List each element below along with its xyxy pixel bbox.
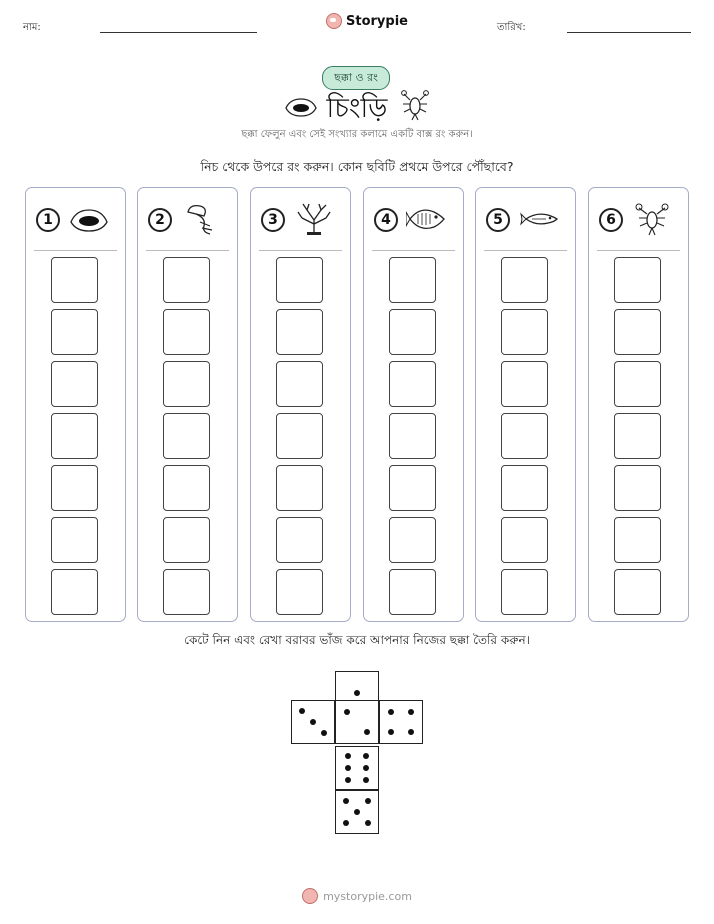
die-pip — [299, 708, 305, 714]
color-box[interactable] — [51, 465, 98, 511]
color-box[interactable] — [51, 413, 98, 459]
column-number: 3 — [261, 208, 285, 232]
color-box[interactable] — [163, 413, 210, 459]
color-box[interactable] — [501, 569, 548, 615]
die-pip — [388, 709, 394, 715]
die-pip — [310, 719, 316, 725]
cut-instruction: কেটে নিন এবং রেখা বরাবর ভাঁজ করে আপনার নিজের ছক্কা তৈরি করুন। — [184, 633, 530, 647]
color-box[interactable] — [163, 309, 210, 355]
die-face-2 — [335, 700, 379, 744]
column-divider — [34, 250, 117, 251]
color-box[interactable] — [501, 309, 548, 355]
die-pip — [365, 820, 371, 826]
color-box[interactable] — [389, 569, 436, 615]
column-number: 6 — [599, 208, 623, 232]
die-pip — [345, 753, 351, 759]
coral-icon — [293, 202, 335, 236]
footer — [0, 888, 714, 904]
crab-claw-icon — [180, 202, 222, 236]
category-badge: ছক্কা ও রং — [322, 66, 390, 90]
die-pip — [344, 709, 350, 715]
column-number: 4 — [374, 208, 398, 232]
color-box[interactable] — [276, 257, 323, 303]
color-box[interactable] — [389, 413, 436, 459]
column-divider — [597, 250, 680, 251]
die-pip — [363, 765, 369, 771]
title-lobster-icon — [400, 90, 430, 126]
die-face-5 — [335, 790, 379, 834]
column-4 — [363, 187, 464, 622]
column-1 — [25, 187, 126, 622]
column-6 — [588, 187, 689, 622]
die-pip — [408, 709, 414, 715]
color-box[interactable] — [51, 569, 98, 615]
die-pip — [364, 729, 370, 735]
die-pip — [408, 729, 414, 735]
die-face-6 — [335, 746, 379, 790]
column-2 — [137, 187, 238, 622]
fish-icon — [406, 202, 448, 236]
color-box[interactable] — [51, 517, 98, 563]
color-box[interactable] — [501, 465, 548, 511]
color-box[interactable] — [614, 257, 661, 303]
color-box[interactable] — [614, 465, 661, 511]
die-pip — [365, 798, 371, 804]
color-box[interactable] — [389, 257, 436, 303]
color-box[interactable] — [276, 569, 323, 615]
instruction: নিচ থেকে উপরে রং করুন। কোন ছবিটি প্রথমে উপরে পৌঁছাবে? — [200, 159, 514, 174]
column-divider — [146, 250, 229, 251]
die-pip — [343, 820, 349, 826]
die-pip — [354, 809, 360, 815]
name-label: নাম: — [23, 22, 41, 33]
color-box[interactable] — [389, 309, 436, 355]
color-box[interactable] — [276, 309, 323, 355]
color-box[interactable] — [389, 361, 436, 407]
date-line[interactable] — [567, 32, 691, 33]
column-number: 1 — [36, 208, 60, 232]
color-box[interactable] — [501, 517, 548, 563]
color-box[interactable] — [614, 517, 661, 563]
color-box[interactable] — [276, 361, 323, 407]
die-pip — [388, 729, 394, 735]
date-label: তারিখ: — [497, 22, 526, 33]
color-box[interactable] — [501, 257, 548, 303]
lobster-icon — [631, 202, 673, 236]
color-box[interactable] — [614, 309, 661, 355]
color-box[interactable] — [276, 413, 323, 459]
color-box[interactable] — [276, 517, 323, 563]
die-pip — [345, 777, 351, 783]
footer-mascot-icon — [302, 888, 318, 904]
subtitle: ছক্কা ফেলুন এবং সেই সংখ্যার কলামে একটি বাক্স রং করুন। — [241, 129, 473, 140]
color-box[interactable] — [163, 569, 210, 615]
color-box[interactable] — [614, 569, 661, 615]
column-5 — [475, 187, 576, 622]
brand-logo — [326, 13, 408, 29]
color-box[interactable] — [389, 517, 436, 563]
column-number: 2 — [148, 208, 172, 232]
column-3 — [250, 187, 351, 622]
column-divider — [484, 250, 567, 251]
color-box[interactable] — [163, 465, 210, 511]
oyster-icon — [68, 202, 110, 236]
color-box[interactable] — [51, 309, 98, 355]
color-box[interactable] — [501, 413, 548, 459]
column-divider — [372, 250, 455, 251]
color-box[interactable] — [276, 465, 323, 511]
footer-url[interactable]: mystorypie.com — [323, 889, 412, 903]
tuna-icon — [518, 202, 560, 236]
die-pip — [343, 798, 349, 804]
page-title: চিংড়ি — [326, 93, 388, 124]
die-face-3 — [291, 700, 335, 744]
color-box[interactable] — [501, 361, 548, 407]
color-box[interactable] — [163, 257, 210, 303]
color-box[interactable] — [163, 517, 210, 563]
column-number: 5 — [486, 208, 510, 232]
color-box[interactable] — [51, 257, 98, 303]
die-pip — [363, 777, 369, 783]
color-box[interactable] — [614, 361, 661, 407]
column-divider — [259, 250, 342, 251]
color-box[interactable] — [614, 413, 661, 459]
die-pip — [345, 765, 351, 771]
brand-name: Storypie — [346, 13, 408, 29]
name-line[interactable] — [100, 32, 257, 33]
color-box[interactable] — [51, 361, 98, 407]
die-pip — [321, 730, 327, 736]
color-box[interactable] — [389, 465, 436, 511]
mascot-icon — [326, 13, 342, 29]
die-pip — [354, 690, 360, 696]
color-box[interactable] — [163, 361, 210, 407]
die-face-4 — [379, 700, 423, 744]
die-pip — [363, 753, 369, 759]
